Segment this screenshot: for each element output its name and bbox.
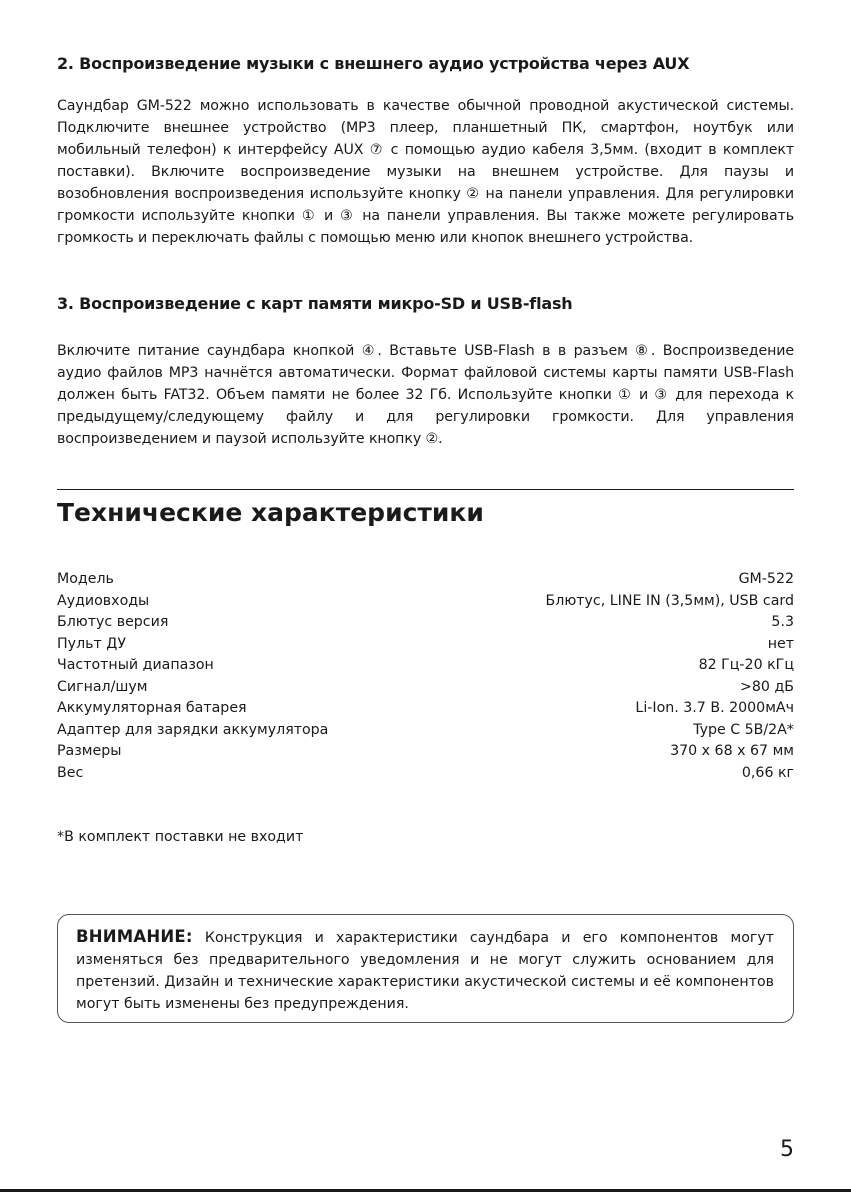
spec-label: Блютус версия: [57, 614, 169, 630]
notice-box: [57, 914, 794, 1023]
spec-value: Li-Ion. 3.7 В. 2000мАч: [635, 700, 794, 716]
spec-row: [57, 720, 794, 742]
spec-label: Вес: [57, 764, 84, 781]
spec-label: Адаптер для зарядки аккумулятора: [57, 721, 329, 738]
notice-body: Конструкция и характеристики саундбара и его компонентов могут изменяться без предварительного уведомления и не могут служить основанием для претензий. Дизайн и технические характеристики акустической системы и её компонентов могут быть изменены без предупреждения.: [76, 930, 774, 1012]
spec-value: 82 Гц-20 кГц: [698, 657, 794, 673]
section-divider: [57, 489, 794, 490]
spec-value: Type C 5В/2А*: [693, 721, 794, 738]
section-2-heading: 2. Воспроизведение музыки с внешнего аудио устройства через AUX: [57, 54, 690, 73]
spec-label: Аккумуляторная батарея: [57, 700, 247, 716]
spec-value: GM-522: [738, 571, 794, 587]
spec-row: [57, 655, 794, 677]
spec-label: Частотный диапазон: [57, 657, 214, 673]
specs-footnote: *В комплект поставки не входит: [57, 829, 304, 845]
page-number: 5: [780, 1137, 794, 1162]
spec-row: [57, 763, 794, 785]
spec-row: [57, 591, 794, 613]
spec-row: [57, 677, 794, 699]
spec-label: Пульт ДУ: [57, 635, 126, 652]
spec-label: Размеры: [57, 743, 122, 759]
spec-row: [57, 698, 794, 720]
spec-label: Модель: [57, 571, 114, 587]
spec-value: 0,66 кг: [741, 764, 794, 781]
spec-row: [57, 634, 794, 656]
specs-title: Технические характеристики: [57, 498, 484, 527]
notice-text: [76, 926, 774, 1015]
spec-value: 370 х 68 х 67 мм: [670, 743, 794, 759]
spec-value: Блютус, LINE IN (3,5мм), USB card: [545, 592, 794, 609]
spec-value: >80 дБ: [740, 678, 794, 695]
spec-row: [57, 741, 794, 763]
section-2-paragraph: Саундбар GM-522 можно использовать в качестве обычной проводной акустической системы. Подключите внешнее устройство (MP3 плеер, планшетный ПК, смартфон, ноутбук или мобильный телефон) к интерфейсу AUX ⑦ с помощью аудио кабеля 3,5мм. (входит в комплект поставки). Включите воспроизведение музыки на внешнем устройстве. Для паузы и возобновления воспроизведения используйте кнопку ② на панели управления. Для регулировки громкости используйте кнопки ① и ③ на панели управления. Вы также можете регулировать громкость и переключать файлы с помощью меню или кнопок внешнего устройства.: [57, 98, 794, 246]
spec-value: нет: [767, 635, 794, 652]
section-3-heading: 3. Воспроизведение с карт памяти микро-SD и USB-flash: [57, 294, 573, 313]
specs-table: [57, 569, 794, 784]
spec-label: Сигнал/шум: [57, 678, 148, 695]
notice-label: ВНИМАНИЕ:: [76, 927, 193, 946]
spec-row: [57, 569, 794, 591]
section-3-paragraph: Включите питание саундбара кнопкой ④. Вставьте USB-Flash в в разъем ⑧. Воспроизведение аудио файлов MP3 начнётся автоматически. Формат файловой системы карты памяти USB-Flash должен быть FAT32. Объем памяти не более 32 Гб. Используйте кнопки ① и ③ для перехода к предыдущему/следующему файлу и для регулировки громкости. Для управления воспроизведением и паузой используйте кнопку ②.: [57, 343, 794, 447]
spec-label: Аудиовходы: [57, 592, 150, 609]
spec-row: [57, 612, 794, 634]
spec-value: 5.3: [771, 614, 794, 630]
